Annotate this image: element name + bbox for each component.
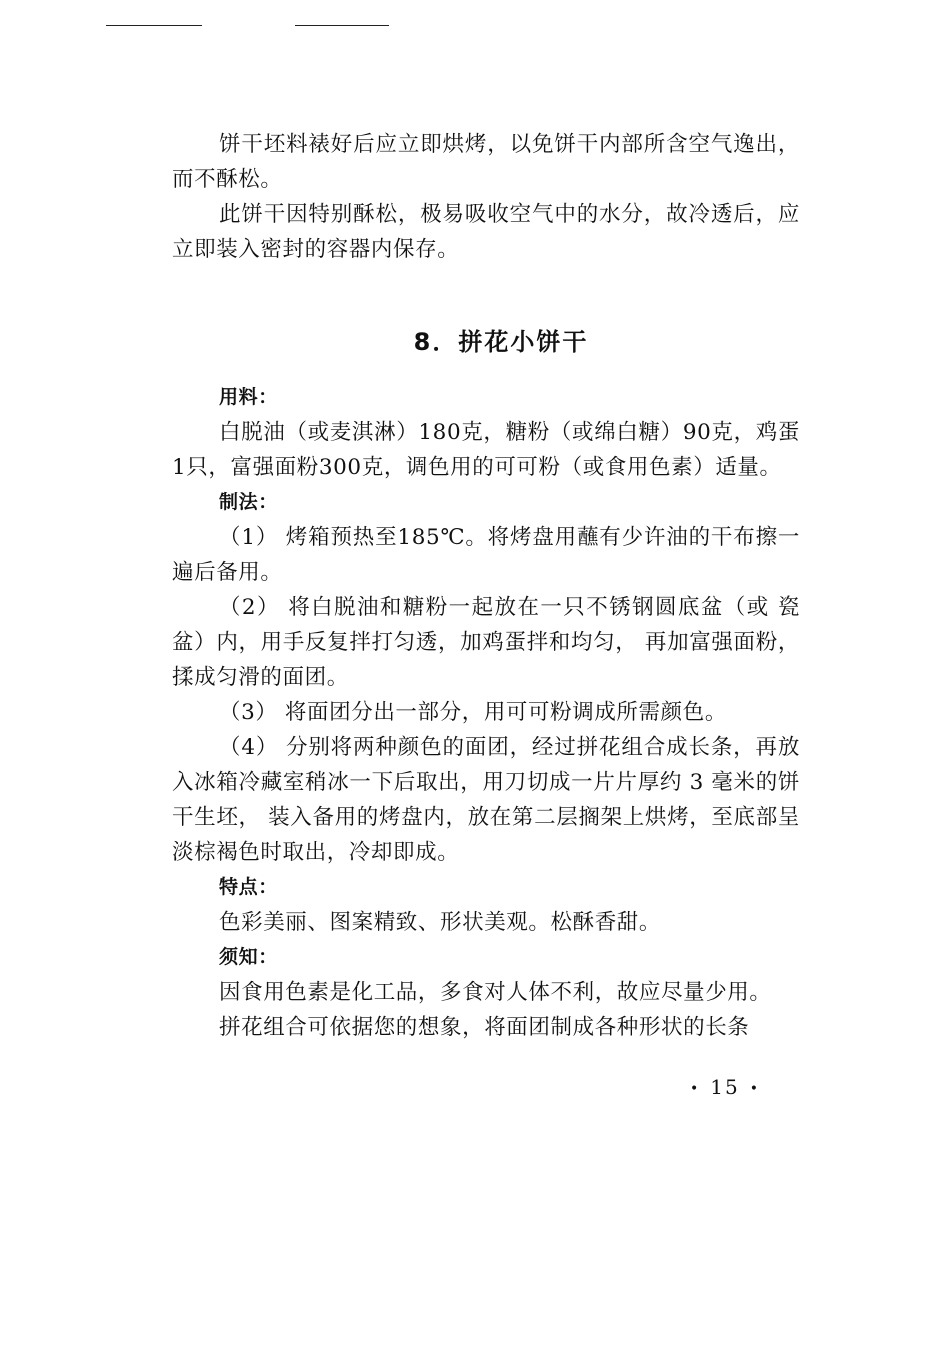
note-text: 因食用色素是化工品，多食对人体不利，故应尽量少用。: [219, 980, 772, 1005]
continued-text: [172, 127, 800, 267]
section-title: 8．拼花小饼干: [413, 328, 589, 356]
notes-label: 须知：: [219, 946, 278, 968]
header-rule-right: [295, 25, 389, 26]
header-rule-left: [106, 25, 202, 26]
paragraph: 此饼干因特别酥松，极易吸收空气中的水分，故冷透后，应立即装入密封的容器内保存。: [172, 202, 800, 262]
ingredients-label: 用料：: [219, 386, 278, 408]
ingredients-text: 白脱油（或麦淇淋）180克，糖粉（或绵白糖）90克，鸡蛋1只，富强面粉300克，调色用的可可粉（或食用色素）适量。: [172, 420, 800, 480]
method-step: （1） 烤箱预热至185℃。将烤盘用蘸有少许油的干布擦一遍后备用。: [172, 525, 800, 585]
page-number: [680, 1072, 800, 1104]
features-text: 色彩美丽、图案精致、形状美观。松酥香甜。: [219, 910, 662, 935]
note-text: 拼花组合可依据您的想象，将面团制成各种形状的长条: [219, 1015, 750, 1040]
paragraph: 饼干坯料裱好后应立即烘烤，以免饼干内部所含空气逸出，而不酥松。: [172, 132, 800, 192]
method-step: （3） 将面团分出一部分，用可可粉调成所需颜色。: [219, 700, 727, 725]
method-step: （4） 分别将两种颜色的面团，经过拼花组合成长条，再放入冰箱冷藏室稍冰一下后取出，用刀切成一片片厚约 3 毫米的饼干生坯， 装入备用的烤盘内，放在第二层搁架上烘烤，至底部呈淡棕褐色时取出，冷却即成。: [172, 735, 800, 865]
method-step: （2） 将白脱油和糖粉一起放在一只不锈钢圆底盆（或 瓷盆）内，用手反复拌打匀透，加鸡蛋拌和均匀， 再加富强面粉，揉成匀滑的面团。: [172, 595, 800, 690]
features-label: 特点：: [219, 876, 278, 898]
bullet-icon: •: [749, 1080, 760, 1097]
page-number-value: 15: [710, 1075, 740, 1099]
recipe-body: [172, 380, 800, 1045]
bullet-icon: •: [690, 1080, 701, 1097]
method-label: 制法：: [219, 491, 278, 513]
